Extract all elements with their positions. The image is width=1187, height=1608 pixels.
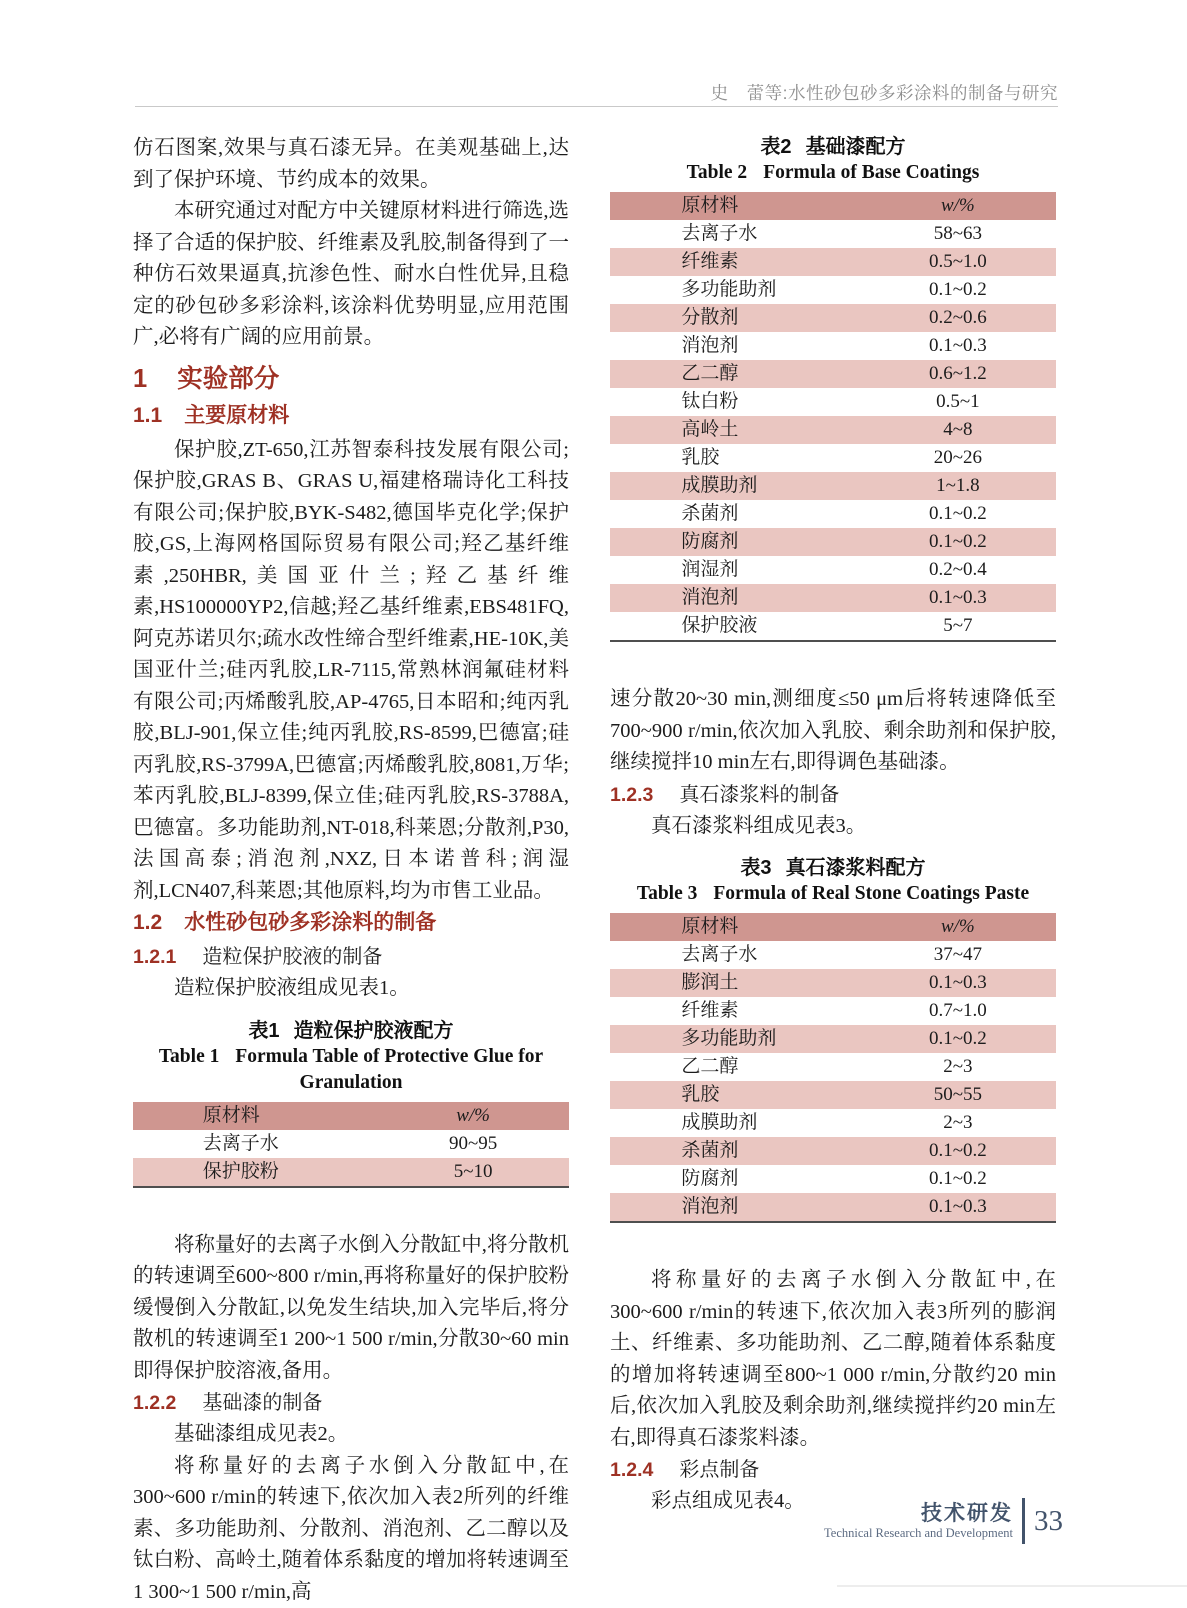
subsubsection-title: 造粒保护胶液的制备 (202, 942, 382, 972)
table2-caption-cn: 基础漆配方 (806, 136, 906, 158)
subsection-heading-raw-materials (133, 402, 569, 429)
value-cell: 0.1~0.2 (860, 500, 1056, 528)
material-cell: 乙二醇 (610, 1053, 860, 1081)
value-cell: 50~55 (860, 1081, 1056, 1109)
footer-section-name-cn: 技术研发 (824, 1502, 1013, 1525)
table2-formula-table (610, 192, 1056, 642)
value-cell: 37~47 (860, 941, 1056, 969)
footer-faint-rule (837, 1585, 1187, 1587)
section-title: 实验部分 (177, 363, 279, 395)
table-header-row (610, 913, 1056, 941)
value-cell: 90~95 (377, 1130, 569, 1158)
material-cell: 乳胶 (610, 1081, 860, 1109)
material-cell: 乙二醇 (610, 360, 860, 388)
value-cell: 0.2~0.6 (860, 304, 1056, 332)
table-row (610, 332, 1056, 360)
subsubsection-heading-protective-glue (133, 942, 569, 972)
paragraph-table2-reference: 基础漆组成见表2。 (133, 1419, 569, 1451)
table3-label-cn: 表3 (740, 857, 771, 879)
value-cell: 0.1~0.2 (860, 276, 1056, 304)
table-row (610, 528, 1056, 556)
table-row (610, 220, 1056, 248)
value-cell: 20~26 (860, 444, 1056, 472)
table3-formula-table (610, 913, 1056, 1223)
material-cell: 成膜助剂 (610, 1109, 860, 1137)
material-cell: 多功能助剂 (610, 276, 860, 304)
table-row (610, 556, 1056, 584)
section-number: 1 (133, 363, 147, 395)
material-cell: 消泡剂 (610, 584, 860, 612)
subsubsection-heading-color-dots (610, 1455, 1056, 1485)
table-row (610, 1165, 1056, 1193)
table-row (610, 1109, 1056, 1137)
right-column (610, 133, 1056, 1518)
table1-body (133, 1130, 569, 1187)
paragraph-materials-list: 保护胶,ZT-650,江苏智泰科技发展有限公司;保护胶,GRAS B、GRAS U,福建格瑞诗化工科技有限公司;保护胶,BYK-S482,德国毕克化学;保护胶,GS,上海网格国际贸易有限公司;羟乙基纤维素,250HBR,美国亚什兰;羟乙基纤维素,HS100000YP2,信越;羟乙基纤维素,EBS481FQ,阿克苏诺贝尔;疏水改性缔合型纤维素,HE-10K,美国亚什兰;硅丙乳胶,LR-7115,常熟林润氟硅材料有限公司;丙烯酸乳胶,AP-4765,日本昭和;纯丙乳胶,BLJ-901,保立佳;纯丙乳胶,RS-8599,巴德富;硅丙乳胶,RS-3799A,巴德富;丙烯酸乳胶,8081,万华;苯丙乳胶,BLJ-8399,保立佳;硅丙乳胶,RS-3788A,巴德富。多功能助剂,NT-018,科莱恩;分散剂,P30,法国高泰;消泡剂,NXZ,日本诺普科;润湿剂,LCN407,科莱恩;其他原料,均为市售工业品。 (133, 435, 569, 908)
table3-title-en (610, 881, 1056, 907)
footer-section-labels (824, 1502, 1013, 1541)
value-column-header: w/% (860, 913, 1056, 941)
footer-divider-bar (1022, 1498, 1025, 1544)
value-cell: 4~8 (860, 416, 1056, 444)
subsection-number: 1.2 (133, 909, 162, 936)
material-cell: 保护胶液 (610, 612, 860, 641)
value-cell: 0.5~1 (860, 388, 1056, 416)
material-cell: 膨润土 (610, 969, 860, 997)
table-row (610, 360, 1056, 388)
value-cell: 2~3 (860, 1109, 1056, 1137)
material-cell: 乳胶 (610, 444, 860, 472)
subsubsection-number: 1.2.4 (610, 1455, 653, 1485)
subsubsection-number: 1.2.3 (610, 780, 653, 810)
table-row (610, 612, 1056, 641)
material-cell: 保护胶粉 (133, 1158, 377, 1187)
table1-label-en: Table 1 (159, 1046, 220, 1067)
material-cell: 消泡剂 (610, 332, 860, 360)
table-row (610, 584, 1056, 612)
paragraph-table4-reference: 彩点组成见表4。 (610, 1486, 1056, 1518)
table-row (610, 248, 1056, 276)
material-cell: 纤维素 (610, 997, 860, 1025)
value-cell: 0.5~1.0 (860, 248, 1056, 276)
material-cell: 防腐剂 (610, 1165, 860, 1193)
subsubsection-title: 基础漆的制备 (202, 1388, 322, 1418)
material-cell: 高岭土 (610, 416, 860, 444)
material-cell: 钛白粉 (610, 388, 860, 416)
material-column-header: 原材料 (610, 192, 860, 220)
table1-formula-table (133, 1102, 569, 1188)
value-cell: 0.1~0.2 (860, 528, 1056, 556)
value-cell: 0.2~0.4 (860, 556, 1056, 584)
table-row (610, 1137, 1056, 1165)
table-row (610, 500, 1056, 528)
value-cell: 2~3 (860, 1053, 1056, 1081)
table2-caption-en: Formula of Base Coatings (763, 162, 979, 183)
table2-label-cn: 表2 (760, 136, 791, 158)
value-column-header: w/% (860, 192, 1056, 220)
value-cell: 0.6~1.2 (860, 360, 1056, 388)
value-cell: 5~10 (377, 1158, 569, 1187)
value-cell: 0.7~1.0 (860, 997, 1056, 1025)
material-column-header: 原材料 (610, 913, 860, 941)
table-row (610, 388, 1056, 416)
value-cell: 0.1~0.2 (860, 1137, 1056, 1165)
table1-caption-cn: 造粒保护胶液配方 (294, 1020, 454, 1042)
table-header-row (610, 192, 1056, 220)
table-row (610, 304, 1056, 332)
left-column (133, 133, 569, 1608)
table2-title-en (610, 160, 1056, 186)
page-number: 33 (1034, 1505, 1063, 1538)
paragraph-table1-reference: 造粒保护胶液组成见表1。 (133, 973, 569, 1005)
subsubsection-number: 1.2.2 (133, 1388, 176, 1418)
table1-label-cn: 表1 (248, 1020, 279, 1042)
table1-title-cn (133, 1019, 569, 1044)
table-row (610, 472, 1056, 500)
material-cell: 润湿剂 (610, 556, 860, 584)
material-cell: 纤维素 (610, 248, 860, 276)
table-row (610, 1193, 1056, 1222)
material-cell: 成膜助剂 (610, 472, 860, 500)
subsection-heading-preparation (133, 909, 569, 936)
table-row (133, 1130, 569, 1158)
table1-block (133, 1019, 569, 1188)
paragraph-intro-summary: 本研究通过对配方中关键原材料进行筛选,选择了合适的保护胶、纤维素及乳胶,制备得到了一种仿石效果逼真,抗渗色性、耐水白性优异,且稳定的砂包砂多彩涂料,该涂料优势明显,应用范围广,必将有广阔的应用前景。 (133, 196, 569, 354)
material-column-header: 原材料 (133, 1102, 377, 1130)
table2-label-en: Table 2 (687, 162, 748, 183)
table-row (610, 416, 1056, 444)
subsection-title: 水性砂包砂多彩涂料的制备 (184, 909, 436, 936)
subsection-title: 主要原材料 (184, 402, 289, 429)
table3-block (610, 856, 1056, 1223)
table-row (133, 1158, 569, 1187)
table2-title-cn (610, 135, 1056, 160)
subsubsection-number: 1.2.1 (133, 942, 176, 972)
value-cell: 0.1~0.3 (860, 332, 1056, 360)
table-row (610, 444, 1056, 472)
material-cell: 防腐剂 (610, 528, 860, 556)
header-rule (135, 106, 1058, 107)
table2-header (610, 192, 1056, 220)
subsubsection-heading-stone-paste (610, 780, 1056, 810)
table3-body (610, 941, 1056, 1222)
table1-header (133, 1102, 569, 1130)
subsection-number: 1.1 (133, 402, 162, 429)
table-row (610, 997, 1056, 1025)
table-row (610, 941, 1056, 969)
value-cell: 1~1.8 (860, 472, 1056, 500)
section-heading-experimental (133, 363, 569, 395)
paragraph-table3-reference: 真石漆浆料组成见表3。 (610, 811, 1056, 843)
table3-label-en: Table 3 (637, 883, 698, 904)
material-cell: 去离子水 (133, 1130, 377, 1158)
paragraph-intro-continuation: 仿石图案,效果与真石漆无异。在美观基础上,达到了保护环境、节约成本的效果。 (133, 133, 569, 196)
material-cell: 多功能助剂 (610, 1025, 860, 1053)
value-cell: 0.1~0.3 (860, 969, 1056, 997)
value-cell: 0.1~0.2 (860, 1165, 1056, 1193)
value-cell: 58~63 (860, 220, 1056, 248)
material-cell: 杀菌剂 (610, 1137, 860, 1165)
page-footer (824, 1498, 1063, 1544)
value-cell: 0.1~0.3 (860, 1193, 1056, 1222)
table-row (610, 1081, 1056, 1109)
material-cell: 分散剂 (610, 304, 860, 332)
table2-body (610, 220, 1056, 641)
value-cell: 0.1~0.2 (860, 1025, 1056, 1053)
table3-title-cn (610, 856, 1056, 881)
footer-section-name-en: Technical Research and Development (824, 1525, 1013, 1541)
table3-caption-en: Formula of Real Stone Coatings Paste (713, 883, 1029, 904)
paragraph-glue-process: 将称量好的去离子水倒入分散缸中,将分散机的转速调至600~800 r/min,再将称量好的保护胶粉缓慢倒入分散缸,以免发生结块,加入完毕后,将分散机的转速调至1 200~1 500 r/min,分散30~60 min即得保护胶溶液,备用。 (133, 1230, 569, 1388)
subsubsection-heading-base-coating (133, 1388, 569, 1418)
paragraph-paste-process: 将称量好的去离子水倒入分散缸中,在300~600 r/min的转速下,依次加入表3所列的膨润土、纤维素、多功能助剂、乙二醇,随着体系黏度的增加将转速调至800~1 000 r/min,分散约20 min后,依次加入乳胶及剩余助剂,继续搅拌约20 min左右,即得真石漆浆料漆。 (610, 1265, 1056, 1454)
material-cell: 去离子水 (610, 220, 860, 248)
paragraph-base-process-start: 将称量好的去离子水倒入分散缸中,在300~600 r/min的转速下,依次加入表2所列的纤维素、多功能助剂、分散剂、消泡剂、乙二醇以及钛白粉、高岭土,随着体系黏度的增加将转速调至1 300~1 500 r/min,高 (133, 1451, 569, 1608)
subsubsection-title: 真石漆浆料的制备 (679, 780, 839, 810)
material-cell: 去离子水 (610, 941, 860, 969)
table3-header (610, 913, 1056, 941)
table-header-row (133, 1102, 569, 1130)
table-row (610, 1053, 1056, 1081)
table1-caption-en: Formula Table of Protective Glue for Granulation (235, 1046, 543, 1093)
material-cell: 杀菌剂 (610, 500, 860, 528)
table-row (610, 969, 1056, 997)
value-cell: 0.1~0.3 (860, 584, 1056, 612)
running-head: 史 蕾等:水性砂包砂多彩涂料的制备与研究 (711, 80, 1058, 105)
table2-block (610, 135, 1056, 642)
material-cell: 消泡剂 (610, 1193, 860, 1222)
table1-title-en (133, 1044, 569, 1096)
subsubsection-title: 彩点制备 (679, 1455, 759, 1485)
paragraph-base-process-end: 速分散20~30 min,测细度≤50 μm后将转速降低至700~900 r/min,依次加入乳胶、剩余助剂和保护胶,继续搅拌10 min左右,即得调色基础漆。 (610, 684, 1056, 779)
value-column-header: w/% (377, 1102, 569, 1130)
value-cell: 5~7 (860, 612, 1056, 641)
table-row (610, 276, 1056, 304)
table3-caption-cn: 真石漆浆料配方 (786, 857, 926, 879)
table-row (610, 1025, 1056, 1053)
